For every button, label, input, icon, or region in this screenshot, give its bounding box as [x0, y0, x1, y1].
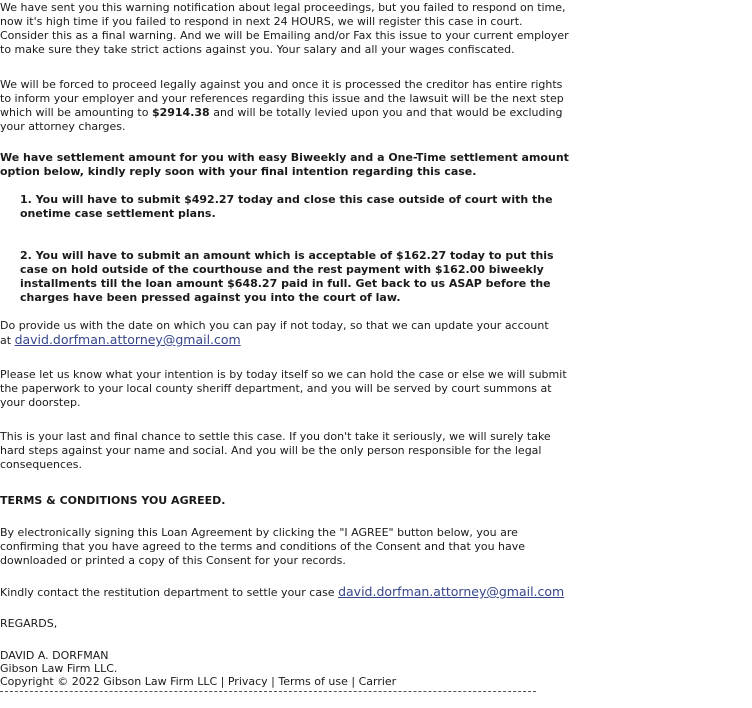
warning-paragraph: We have sent you this warning notification about legal proceedings, but you failed to respond on time, now it's high time if you failed to respond in next 24 HOURS, we will register this case in court. Consider this as a final warning. And we will be Emailing and/or Fax this issue to your current employer to make sure they take strict actions against you. Your salary and all your wages confiscated.: [0, 1, 569, 56]
firm-name: Gibson Law Firm LLC.: [0, 662, 118, 675]
payment-date-text: Do provide us with the date on which you can pay if not today, so that we can update your account at: [0, 319, 549, 347]
footer-link-privacy[interactable]: Privacy: [227, 675, 268, 688]
option-one-text: You will have to submit $492.27 today and close this case outside of court with the onetime case settlement plans.: [20, 193, 553, 220]
restitution-paragraph: [0, 585, 564, 600]
footer-separator: |: [347, 675, 359, 688]
terms-heading: TERMS & CONDITIONS YOU AGREED.: [0, 494, 226, 507]
restitution-text: Kindly contact the restitution department to settle your case: [0, 586, 339, 599]
option-two-number: 2.: [20, 249, 32, 262]
legal-text-start: We will be forced to proceed legally against you and once it is processed the creditor has entire rights to inform your employer and your references regarding this issue and the lawsuit will be the next step which will be amounting to: [0, 78, 564, 119]
footer-link-carrier[interactable]: Carrier: [358, 675, 397, 688]
option-one-number: 1.: [20, 193, 32, 206]
option-two: [20, 249, 554, 305]
contact-email-link[interactable]: david.dorfman.attorney@gmail.com: [14, 332, 241, 347]
footer: [0, 675, 396, 689]
intention-paragraph: Please let us know what your intention is by today itself so we can hold the case or else we will submit the paperwork to your local county sheriff department, and you will be served by court summons at your doorstep.: [0, 368, 567, 409]
signer-name: DAVID A. DORFMAN: [0, 649, 109, 662]
copyright-text: Copyright © 2022 Gibson Law Firm LLC: [0, 675, 218, 688]
agreement-paragraph: By electronically signing this Loan Agreement by clicking the "I AGREE" button below, you are confirming that you have agreed to the terms and conditions of the Consent and that you have downloaded or printed a copy of this Consent for your records.: [0, 526, 526, 567]
footer-separator: |: [267, 675, 279, 688]
regards-text: REGARDS,: [0, 617, 58, 630]
restitution-email-link[interactable]: david.dorfman.attorney@gmail.com: [338, 584, 565, 599]
option-one: [20, 193, 553, 221]
footer-separator: |: [217, 675, 228, 688]
option-two-text: You will have to submit an amount which is acceptable of $162.27 today to put this case on hold outside of the courthouse and the rest payment with $162.00 biweekly installments till the loan amount $648.27 paid in full. Get back to us ASAP before the charges have been pressed against you into the court of law.: [20, 249, 554, 304]
footer-link-terms[interactable]: Terms of use: [278, 675, 348, 688]
final-chance-paragraph: This is your last and final chance to settle this case. If you don't take it seriously, we will surely take hard steps against your name and social. And you will be the only person responsible for the legal consequences.: [0, 430, 551, 471]
payment-date-paragraph: [0, 319, 549, 348]
footer-divider: [0, 691, 536, 692]
legal-paragraph: [0, 78, 564, 134]
legal-text-end: and will be totally levied upon you and that would be excluding your attorney charges.: [0, 106, 563, 133]
lawsuit-amount: $2914.38: [151, 106, 210, 119]
settlement-intro: We have settlement amount for you with easy Biweekly and a One-Time settlement amount option below, kindly reply soon with your final intention regarding this case.: [0, 151, 569, 178]
